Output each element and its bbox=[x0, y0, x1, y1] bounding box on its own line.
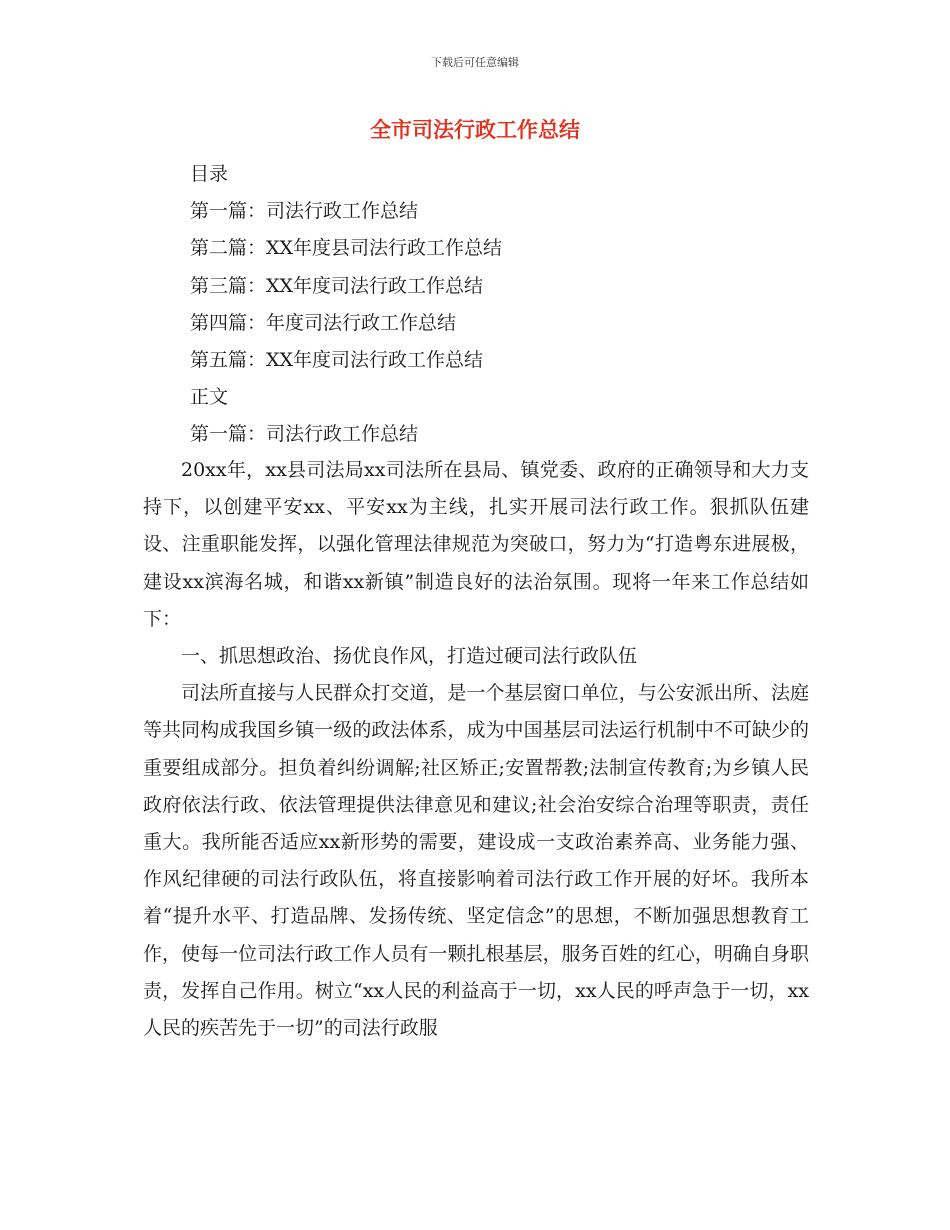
paragraph-body: 司法所直接与人民群众打交道，是一个基层窗口单位，与公安派出所、法庭等共同构成我国乡镇一级的政法体系，成为中国基层司法运行机制中不可缺少的重要组成部分。担负着纠纷调解;社区矫正;安置帮教;法制宣传教育;为乡镇人民政府依法行政、依法管理提供法律意见和建议;社会治安综合治理等职责，责任重大。我所能否适应xx新形势的需要，建设成一支政治素养高、业务能力强、作风纪律硬的司法行政队伍，将直接影响着司法行政工作开展的好坏。我所本着“提升水平、打造品牌、发扬传统、坚定信念”的思想，不断加强思想教育工作，使每一位司法行政工作人员有一颗扎根基层，服务百姓的红心，明确自身职责，发挥自己作用。树立“xx人民的利益高于一切，xx人民的呼声急于一切，xx人民的疾苦先于一切”的司法行政服 bbox=[143, 682, 809, 1040]
paragraph-intro: 20xx年，xx县司法局xx司法所在县局、镇党委、政府的正确领导和大力支持下，以创建平安xx、平安xx为主线，扎实开展司法行政工作。狠抓队伍建设、注重职能发挥，以强化管理法律规范为突破口，努力为“打造粤东进展极，建设xx滨海名城，和谐xx新镇”制造良好的法治氛围。现将一年来工作总结如下： bbox=[143, 459, 809, 630]
toc-item: 第四篇：年度司法行政工作总结 bbox=[190, 311, 457, 334]
toc-item: 第五篇：XX年度司法行政工作总结 bbox=[190, 349, 484, 372]
first-article-heading: 第一篇：司法行政工作总结 bbox=[190, 423, 419, 446]
toc-item: 第三篇：XX年度司法行政工作总结 bbox=[190, 274, 484, 297]
body-label: 正文 bbox=[190, 386, 229, 409]
table-of-contents bbox=[190, 156, 830, 454]
article-body bbox=[143, 452, 809, 1047]
document-title: 全市司法行政工作总结 bbox=[370, 118, 580, 142]
header-note: 下载后可任意编辑 bbox=[431, 56, 519, 69]
toc-item: 第二篇：XX年度县司法行政工作总结 bbox=[190, 237, 503, 260]
toc-label: 目录 bbox=[190, 163, 229, 185]
toc-item: 第一篇：司法行政工作总结 bbox=[190, 200, 419, 223]
section-heading: 一、抓思想政治、扬优良作风，打造过硬司法行政队伍 bbox=[181, 645, 638, 668]
